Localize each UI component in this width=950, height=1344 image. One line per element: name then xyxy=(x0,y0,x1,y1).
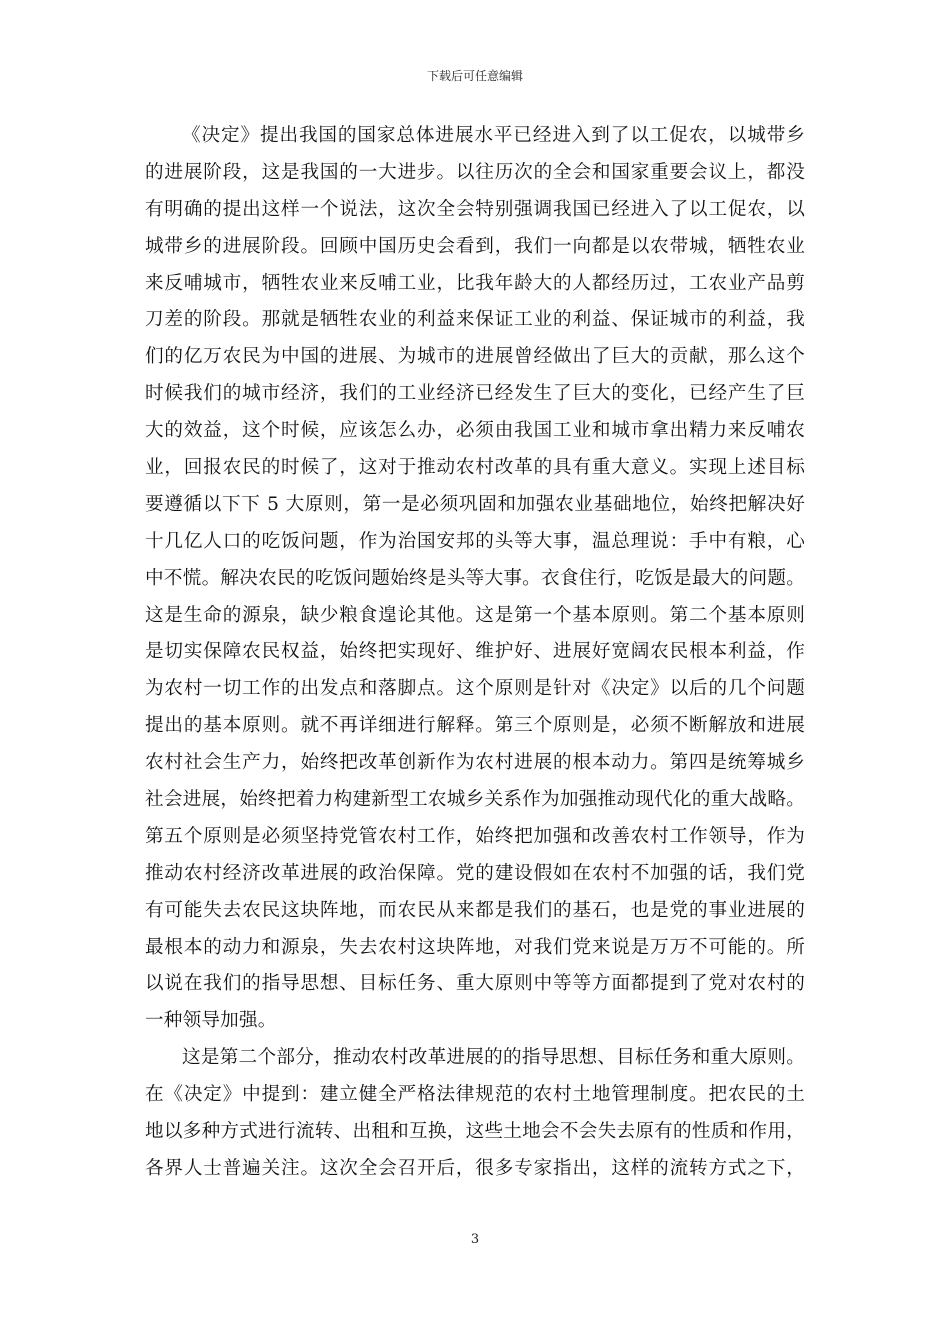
text-line: 大的效益，这个时候，应该怎么办，必须由我国工业和城市拿出精力来反哺农 xyxy=(145,420,805,442)
text-line: 各界人士普遍关注。这次全会召开后，很多专家指出，这样的流转方式之下， xyxy=(145,1157,805,1179)
body-text xyxy=(145,118,805,1188)
text-line: 以说在我们的指导思想、目标任务、重大原则中等等方面都提到了党对农村的 xyxy=(145,973,805,995)
text-line: 十几亿人口的吃饭问题，作为治国安邦的头等大事，温总理说：手中有粮，心 xyxy=(145,530,805,552)
text-line: 农村社会生产力，始终把改革创新作为农村进展的根本动力。第四是统筹城乡 xyxy=(145,752,805,774)
text-line: 在《决定》中提到：建立健全严格法律规范的农村土地管理制度。把农民的土 xyxy=(145,1084,805,1106)
text-line: 提出的基本原则。就不再详细进行解释。第三个原则是，必须不断解放和进展 xyxy=(145,715,805,737)
text-line: 这是生命的源泉，缺少粮食遑论其他。这是第一个基本原则。第二个基本原则 xyxy=(145,604,805,626)
text-line: 有明确的提出这样一个说法，这次全会特别强调我国已经进入了以工促农，以 xyxy=(145,198,805,220)
text-line: 社会进展，始终把着力构建新型工农城乡关系作为加强推动现代化的重大战略。 xyxy=(145,789,805,811)
header-note: 下载后可任意编辑 xyxy=(426,69,523,83)
text-line: 有可能失去农民这块阵地，而农民从来都是我们的基石，也是党的事业进展的 xyxy=(145,899,805,921)
text-line: 是切实保障农民权益，始终把实现好、维护好、进展好宽阔农民根本利益，作 xyxy=(145,641,805,663)
text-line: 一种领导加强。 xyxy=(145,1010,277,1032)
text-line: 中不慌。解决农民的吃饭问题始终是头等大事。衣食住行，吃饭是最大的问题。 xyxy=(145,567,805,589)
text-line: 们的亿万农民为中国的进展、为城市的进展曾经做出了巨大的贡献，那么这个 xyxy=(145,346,805,368)
text-line: 城带乡的进展阶段。回顾中国历史会看到，我们一向都是以农带城，牺牲农业 xyxy=(145,235,805,257)
text-line: 最根本的动力和源泉，失去农村这块阵地，对我们党来说是万万不可能的。所 xyxy=(145,936,805,958)
text-line: 《决定》提出我国的国家总体进展水平已经进入到了以工促农，以城带乡 xyxy=(182,125,805,146)
text-line: 第五个原则是必须坚持党管农村工作，始终把加强和改善农村工作领导，作为 xyxy=(145,825,805,847)
text-line: 要遵循以下下 5 大原则，第一是必须巩固和加强农业基础地位，始终把解决好 xyxy=(145,493,805,515)
text-line: 时候我们的城市经济，我们的工业经济已经发生了巨大的变化，已经产生了巨 xyxy=(145,383,805,405)
page-number: 3 xyxy=(470,1232,480,1247)
text-line: 为农村一切工作的出发点和落脚点。这个原则是针对《决定》以后的几个问题 xyxy=(145,678,805,700)
text-line: 推动农村经济改革进展的政治保障。党的建设假如在农村不加强的话，我们党 xyxy=(145,862,805,884)
text-line: 的进展阶段，这是我国的一大进步。以往历次的全会和国家重要会议上，都没 xyxy=(145,161,805,183)
text-line: 这是第二个部分，推动农村改革进展的的指导思想、目标任务和重大原则。 xyxy=(182,1047,805,1069)
text-line: 刀差的阶段。那就是牺牲农业的利益来保证工业的利益、保证城市的利益，我 xyxy=(145,309,805,331)
text-line: 地以多种方式进行流转、出租和互换，这些土地会不会失去原有的性质和作用， xyxy=(145,1121,805,1143)
text-line: 业，回报农民的时候了，这对于推动农村改革的具有重大意义。实现上述目标 xyxy=(145,457,805,479)
text-line: 来反哺城市，牺牲农业来反哺工业，比我年龄大的人都经历过，工农业产品剪 xyxy=(145,272,805,294)
